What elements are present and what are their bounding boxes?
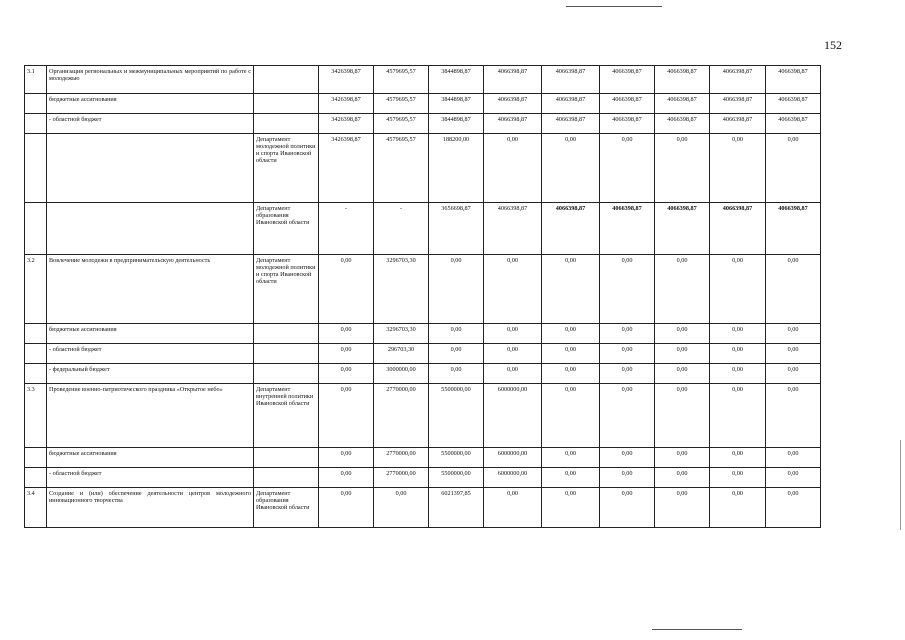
value-cell: - (319, 203, 374, 255)
row-name: Организация региональных и межмуниципальных мероприятий по работе с молодежью (47, 66, 254, 94)
value-cell: 0,00 (542, 384, 600, 448)
value-cell: 0,00 (319, 324, 374, 344)
value-cell: 3426398,87 (319, 134, 374, 203)
value-cell: 4066398,87 (484, 114, 542, 134)
scan-artifact-edge (900, 440, 901, 530)
value-cell: 4066398,87 (600, 66, 655, 94)
value-cell: 0,00 (319, 364, 374, 384)
value-cell: 4066398,87 (655, 203, 710, 255)
value-cell: 0,00 (655, 488, 710, 528)
value-cell: 0,00 (655, 255, 710, 324)
value-cell: 0,00 (542, 488, 600, 528)
value-cell: 3426398,87 (319, 66, 374, 94)
value-cell: 4579695,57 (374, 66, 429, 94)
value-cell: 3844898,87 (429, 94, 484, 114)
value-cell: 0,00 (600, 255, 655, 324)
value-cell: 6021397,85 (429, 488, 484, 528)
value-cell: 3656698,87 (429, 203, 484, 255)
table-row (25, 66, 821, 94)
value-cell: 4066398,87 (542, 203, 600, 255)
value-cell: 0,00 (766, 344, 821, 364)
value-cell: 0,00 (484, 324, 542, 344)
value-cell: 0,00 (542, 468, 600, 488)
value-cell: 0,00 (542, 255, 600, 324)
value-cell: 0,00 (319, 344, 374, 364)
table-row (25, 203, 821, 255)
row-department: Департамент образования Ивановской области (254, 203, 319, 255)
row-department (254, 324, 319, 344)
row-name: - федеральный бюджет (47, 364, 254, 384)
value-cell: 0,00 (600, 448, 655, 468)
value-cell: 0,00 (766, 468, 821, 488)
table-row (25, 324, 821, 344)
row-name (47, 203, 254, 255)
value-cell: 0,00 (319, 255, 374, 324)
value-cell: 4066398,87 (600, 114, 655, 134)
row-name: - областной бюджет (47, 468, 254, 488)
table-row (25, 364, 821, 384)
value-cell: 0,00 (484, 255, 542, 324)
page-number: 152 (824, 38, 842, 52)
value-cell: 4066398,87 (710, 94, 766, 114)
row-department: Департамент внутренней политики Ивановской области (254, 384, 319, 448)
value-cell: 3844898,87 (429, 114, 484, 134)
row-name (47, 134, 254, 203)
row-index: 3.1 (25, 66, 47, 94)
value-cell: 2770000,00 (374, 468, 429, 488)
row-department (254, 114, 319, 134)
table-row (25, 488, 821, 528)
row-index (25, 324, 47, 344)
row-index: 3.4 (25, 488, 47, 528)
value-cell: 4066398,87 (766, 203, 821, 255)
value-cell: 0,00 (710, 488, 766, 528)
row-department: Департамент образования Ивановской области (254, 488, 319, 528)
value-cell: 3296703,30 (374, 255, 429, 324)
row-index: 3.2 (25, 255, 47, 324)
value-cell: 0,00 (542, 364, 600, 384)
value-cell: 0,00 (766, 134, 821, 203)
value-cell: 0,00 (766, 364, 821, 384)
value-cell: 6000000,00 (484, 384, 542, 448)
value-cell: - (374, 203, 429, 255)
value-cell: 0,00 (600, 468, 655, 488)
row-name: Создание и (или) обеспечение деятельности центров молодежного инновационного творчества (47, 488, 254, 528)
value-cell: 5500000,00 (429, 384, 484, 448)
row-index (25, 94, 47, 114)
value-cell: 296703,30 (374, 344, 429, 364)
value-cell: 4066398,87 (542, 94, 600, 114)
value-cell: 0,00 (429, 255, 484, 324)
table-row (25, 448, 821, 468)
value-cell: 0,00 (655, 384, 710, 448)
value-cell: 0,00 (600, 324, 655, 344)
value-cell: 0,00 (484, 134, 542, 203)
value-cell: 0,00 (710, 364, 766, 384)
value-cell: 3426398,87 (319, 94, 374, 114)
table-row (25, 134, 821, 203)
value-cell: 0,00 (600, 134, 655, 203)
value-cell: 2770000,00 (374, 384, 429, 448)
row-department: Департамент молодежной политики и спорта Ивановской области (254, 134, 319, 203)
value-cell: 0,00 (319, 384, 374, 448)
value-cell: 4066398,87 (542, 66, 600, 94)
scan-artifact-bottom (652, 629, 742, 630)
row-index (25, 468, 47, 488)
row-department (254, 94, 319, 114)
value-cell: 6000000,00 (484, 448, 542, 468)
value-cell: 0,00 (710, 384, 766, 448)
value-cell: 0,00 (484, 488, 542, 528)
row-department (254, 344, 319, 364)
row-department (254, 66, 319, 94)
value-cell: 4066398,87 (600, 94, 655, 114)
value-cell: 3296703,30 (374, 324, 429, 344)
row-index (25, 344, 47, 364)
value-cell: 4066398,87 (484, 203, 542, 255)
table-row (25, 255, 821, 324)
value-cell: 0,00 (710, 448, 766, 468)
value-cell: 4066398,87 (655, 66, 710, 94)
value-cell: 6000000,00 (484, 468, 542, 488)
table-row (25, 384, 821, 448)
value-cell: 4066398,87 (766, 94, 821, 114)
row-department: Департамент молодежной политики и спорта Ивановской области (254, 255, 319, 324)
value-cell: 5500000,00 (429, 448, 484, 468)
value-cell: 4579695,57 (374, 134, 429, 203)
value-cell: 0,00 (710, 134, 766, 203)
value-cell: 0,00 (766, 384, 821, 448)
value-cell: 0,00 (655, 324, 710, 344)
table-row (25, 344, 821, 364)
value-cell: 4066398,87 (655, 114, 710, 134)
value-cell: 3844898,87 (429, 66, 484, 94)
value-cell: 0,00 (655, 448, 710, 468)
row-name: - областной бюджет (47, 114, 254, 134)
row-name: бюджетные ассигнования (47, 448, 254, 468)
value-cell: 0,00 (429, 344, 484, 364)
value-cell: 0,00 (319, 468, 374, 488)
value-cell: 0,00 (710, 344, 766, 364)
value-cell: 0,00 (655, 344, 710, 364)
value-cell: 4066398,87 (655, 94, 710, 114)
value-cell: 0,00 (542, 448, 600, 468)
value-cell: 0,00 (655, 134, 710, 203)
row-department (254, 364, 319, 384)
value-cell: 0,00 (542, 134, 600, 203)
value-cell: 0,00 (429, 324, 484, 344)
value-cell: 0,00 (374, 488, 429, 528)
row-index (25, 364, 47, 384)
value-cell: 0,00 (600, 384, 655, 448)
value-cell: 0,00 (710, 255, 766, 324)
value-cell: 0,00 (600, 344, 655, 364)
row-name: бюджетные ассигнования (47, 94, 254, 114)
value-cell: 4066398,87 (710, 66, 766, 94)
value-cell: 2770000,00 (374, 448, 429, 468)
row-index (25, 134, 47, 203)
row-index: 3.3 (25, 384, 47, 448)
table-row (25, 468, 821, 488)
value-cell: 4066398,87 (710, 203, 766, 255)
value-cell: 4066398,87 (484, 94, 542, 114)
row-name: бюджетные ассигнования (47, 324, 254, 344)
table-row (25, 114, 821, 134)
row-index (25, 203, 47, 255)
scan-artifact-top (566, 6, 662, 7)
value-cell: 4066398,87 (484, 66, 542, 94)
value-cell: 0,00 (766, 488, 821, 528)
table-row (25, 94, 821, 114)
value-cell: 0,00 (542, 324, 600, 344)
value-cell: 4579695,57 (374, 114, 429, 134)
row-name: Проведение военно-патриотического праздника «Открытое небо» (47, 384, 254, 448)
row-name: Вовлечение молодежи в предпринимательскую деятельность (47, 255, 254, 324)
value-cell: 4066398,87 (766, 114, 821, 134)
value-cell: 0,00 (655, 468, 710, 488)
value-cell: 0,00 (542, 344, 600, 364)
value-cell: 4579695,57 (374, 94, 429, 114)
value-cell: 0,00 (710, 324, 766, 344)
value-cell: 0,00 (766, 324, 821, 344)
value-cell: 0,00 (429, 364, 484, 384)
row-department (254, 448, 319, 468)
value-cell: 3426398,87 (319, 114, 374, 134)
value-cell: 0,00 (484, 364, 542, 384)
value-cell: 0,00 (766, 448, 821, 468)
value-cell: 0,00 (600, 364, 655, 384)
value-cell: 4066398,87 (542, 114, 600, 134)
value-cell: 0,00 (600, 488, 655, 528)
budget-table (24, 65, 821, 528)
row-department (254, 468, 319, 488)
value-cell: 3000000,00 (374, 364, 429, 384)
value-cell: 0,00 (766, 255, 821, 324)
value-cell: 4066398,87 (600, 203, 655, 255)
row-name: - областной бюджет (47, 344, 254, 364)
value-cell: 0,00 (484, 344, 542, 364)
value-cell: 4066398,87 (766, 66, 821, 94)
value-cell: 4066398,87 (710, 114, 766, 134)
row-index (25, 448, 47, 468)
value-cell: 188200,00 (429, 134, 484, 203)
value-cell: 0,00 (710, 468, 766, 488)
value-cell: 0,00 (319, 488, 374, 528)
value-cell: 0,00 (319, 448, 374, 468)
value-cell: 5500000,00 (429, 468, 484, 488)
value-cell: 0,00 (655, 364, 710, 384)
row-index (25, 114, 47, 134)
